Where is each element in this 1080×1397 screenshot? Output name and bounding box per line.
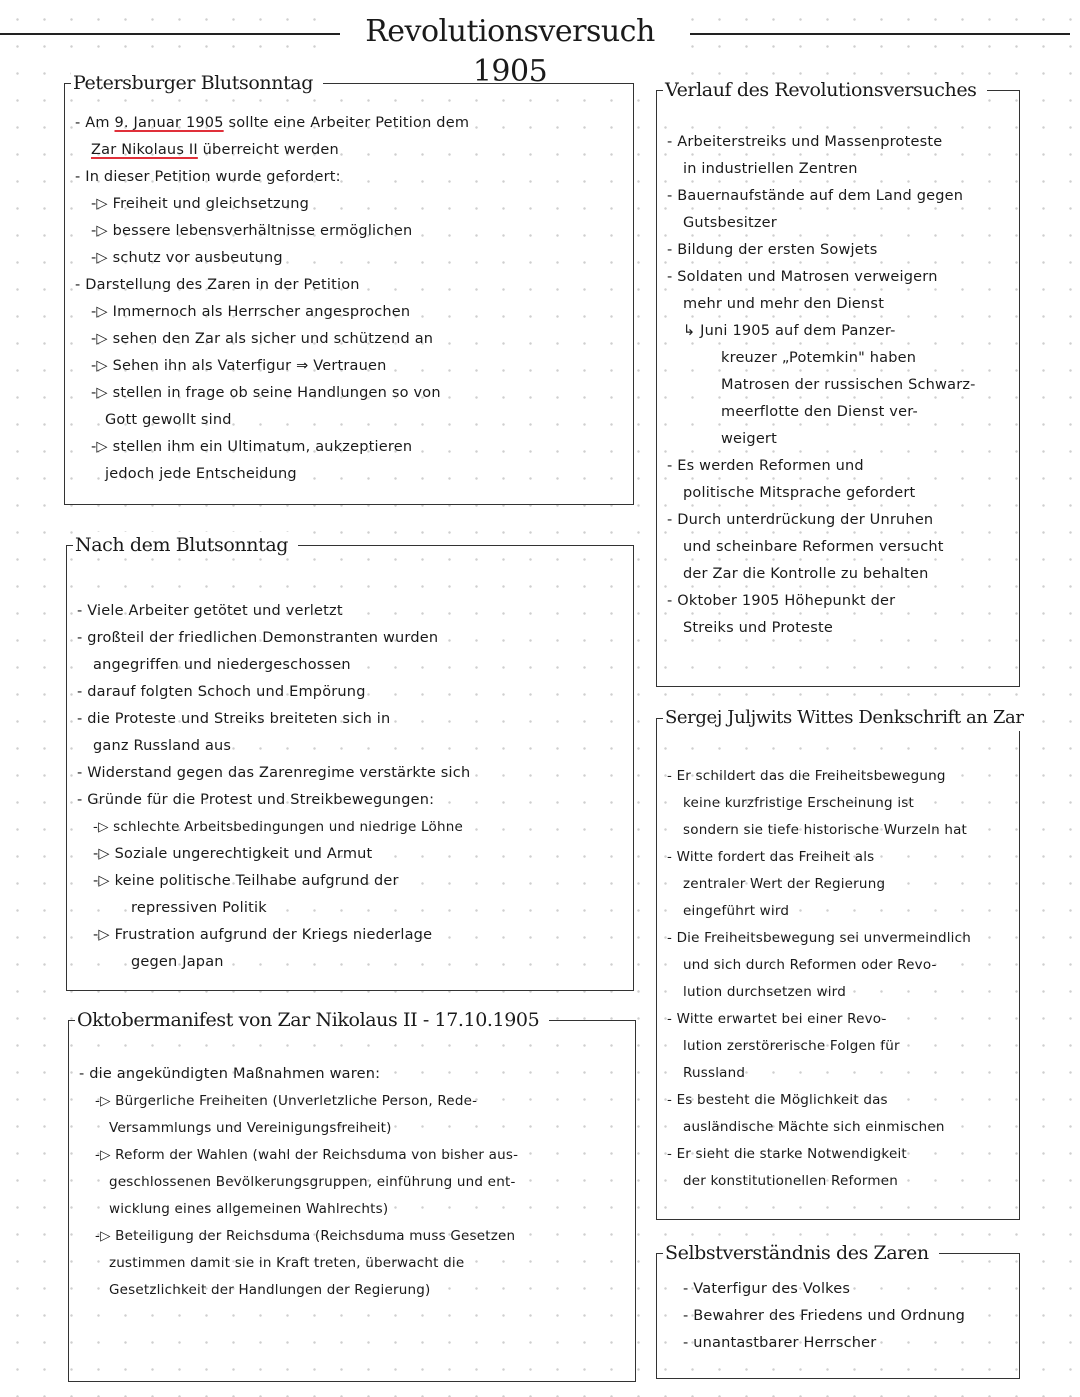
note-line: weigert bbox=[721, 431, 777, 447]
note-lines bbox=[77, 598, 627, 976]
section-selbstverstaendnis bbox=[656, 1242, 1020, 1379]
note-line: - Witte fordert das Freiheit als bbox=[667, 849, 875, 865]
note-line: - Durch unterdrückung der Unruhen bbox=[667, 512, 934, 528]
note-line: -▷ Bürgerliche Freiheiten (Unverletzliche Person, Rede- bbox=[95, 1093, 478, 1109]
note-line: - Vaterfigur des Volkes bbox=[683, 1281, 851, 1297]
note-line: ausländische Mächte sich einmischen bbox=[683, 1119, 945, 1135]
note-line: gegen Japan bbox=[131, 954, 224, 970]
section-heading: Sergej Juljwits Wittes Denkschrift an Zar bbox=[663, 705, 1034, 731]
note-line: - Bewahrer des Friedens und Ordnung bbox=[683, 1308, 966, 1324]
note-line: angegriffen und niedergeschossen bbox=[93, 657, 351, 673]
note-line: lution durchsetzen wird bbox=[683, 984, 846, 1000]
note-lines bbox=[75, 110, 627, 488]
note-line: - Er schildert das die Freiheitsbewegung bbox=[667, 768, 946, 784]
note-line: - Soldaten und Matrosen verweigern bbox=[667, 269, 938, 285]
title-rule-right bbox=[690, 33, 1070, 35]
note-lines bbox=[667, 129, 1013, 642]
note-line: -▷ schutz vor ausbeutung bbox=[91, 250, 283, 266]
note-line: in industriellen Zentren bbox=[683, 161, 858, 177]
note-line: -▷ stellen in frage ob seine Handlungen so von bbox=[91, 385, 441, 401]
note-line: - Die Freiheitsbewegung sei unvermeindlich bbox=[667, 930, 972, 946]
section-heading: Petersburger Blutsonntag bbox=[71, 70, 323, 96]
note-line: lution zerstörerische Folgen für bbox=[683, 1038, 900, 1054]
note-line: - Arbeiterstreiks und Massenproteste bbox=[667, 134, 943, 150]
note-line: - Witte erwartet bei einer Revo- bbox=[667, 1011, 887, 1027]
note-line: sondern sie tiefe historische Wurzeln hat bbox=[683, 822, 968, 838]
note-line: - Er sieht die starke Notwendigkeit bbox=[667, 1146, 907, 1162]
section-heading: Oktobermanifest von Zar Nikolaus II - 17.10.1905 bbox=[75, 1007, 549, 1033]
note-line: geschlossenen Bevölkerungsgruppen, einführung und ent- bbox=[109, 1174, 516, 1190]
note-line: Russland bbox=[683, 1065, 746, 1081]
note-line: - die angekündigten Maßnahmen waren: bbox=[79, 1066, 381, 1082]
note-line: und scheinbare Reformen versucht bbox=[683, 539, 944, 555]
section-oktobermanifest bbox=[68, 1009, 636, 1382]
note-line: Zar Nikolaus II überreicht werden bbox=[91, 142, 339, 158]
note-line: ganz Russland aus bbox=[93, 738, 232, 754]
note-line: Gutsbesitzer bbox=[683, 215, 777, 231]
note-line: mehr und mehr den Dienst bbox=[683, 296, 885, 312]
note-line: - Es besteht die Möglichkeit das bbox=[667, 1092, 888, 1108]
note-line: - die Proteste und Streiks breiteten sich in bbox=[77, 711, 391, 727]
note-line: Streiks und Proteste bbox=[683, 620, 834, 636]
section-heading: Selbstverständnis des Zaren bbox=[663, 1240, 939, 1266]
section-witte-denkschrift bbox=[656, 707, 1024, 1220]
note-line: -▷ sehen den Zar als sicher und schützend an bbox=[91, 331, 434, 347]
note-lines bbox=[667, 1276, 1013, 1357]
note-line: - Viele Arbeiter getötet und verletzt bbox=[77, 603, 343, 619]
note-line: -▷ Sehen ihn als Vaterfigur ⇒ Vertrauen bbox=[91, 358, 387, 374]
note-line: politische Mitsprache gefordert bbox=[683, 485, 916, 501]
note-line: Gott gewollt sind bbox=[105, 412, 232, 428]
note-line: -▷ keine politische Teilhabe aufgrund der bbox=[93, 873, 399, 889]
page-title: Revolutionsversuch 1905 bbox=[340, 12, 680, 92]
note-line: - Gründe für die Protest und Streikbewegungen: bbox=[77, 792, 435, 808]
note-line: -▷ stellen ihm ein Ultimatum, aukzeptieren bbox=[91, 439, 413, 455]
note-line: und sich durch Reformen oder Revo- bbox=[683, 957, 937, 973]
note-line: - Bildung der ersten Sowjets bbox=[667, 242, 878, 258]
note-line: keine kurzfristige Erscheinung ist bbox=[683, 795, 914, 811]
note-line: kreuzer „Potemkin" haben bbox=[721, 350, 917, 366]
note-line: zentraler Wert der Regierung bbox=[683, 876, 886, 892]
title-rule-left bbox=[0, 33, 340, 35]
note-line: -▷ Reform der Wahlen (wahl der Reichsduma von bisher aus- bbox=[95, 1147, 519, 1163]
note-line: Matrosen der russischen Schwarz- bbox=[721, 377, 976, 393]
section-verlauf bbox=[656, 79, 1020, 687]
note-line: - In dieser Petition wurde gefordert: bbox=[75, 169, 341, 185]
note-line: jedoch jede Entscheidung bbox=[105, 466, 297, 482]
note-lines bbox=[79, 1061, 629, 1304]
section-heading: Nach dem Blutsonntag bbox=[73, 532, 298, 558]
section-heading: Verlauf des Revolutionsversuches bbox=[663, 77, 987, 103]
note-line: eingeführt wird bbox=[683, 903, 790, 919]
note-line: - Oktober 1905 Höhepunkt der bbox=[667, 593, 896, 609]
note-line: -▷ Freiheit und gleichsetzung bbox=[91, 196, 309, 212]
note-line: - Es werden Reformen und bbox=[667, 458, 864, 474]
note-line: -▷ schlechte Arbeitsbedingungen und niedrige Löhne bbox=[93, 819, 463, 835]
note-line: ↳ Juni 1905 auf dem Panzer- bbox=[683, 323, 896, 339]
note-line: -▷ Immernoch als Herrscher angesprochen bbox=[91, 304, 411, 320]
note-line: - Darstellung des Zaren in der Petition bbox=[75, 277, 360, 293]
section-nach-dem-blutsonntag bbox=[66, 534, 634, 991]
note-line: - Bauernaufstände auf dem Land gegen bbox=[667, 188, 964, 204]
note-line: -▷ Soziale ungerechtigkeit und Armut bbox=[93, 846, 373, 862]
note-line: -▷ Beteiligung der Reichsduma (Reichsduma muss Gesetzen bbox=[95, 1228, 516, 1244]
note-line: - unantastbarer Herrscher bbox=[683, 1335, 877, 1351]
highlight-date: 9. Januar 1905 bbox=[114, 115, 224, 131]
note-line: -▷ Frustration aufgrund der Kriegs niederlage bbox=[93, 927, 433, 943]
note-lines bbox=[667, 763, 1013, 1195]
note-line: meerflotte den Dienst ver- bbox=[721, 404, 918, 420]
note-line: wicklung eines allgemeinen Wahlrechts) bbox=[109, 1201, 389, 1217]
highlight-zar: Zar Nikolaus II bbox=[91, 142, 198, 158]
note-line: Gesetzlichkeit der Handlungen der Regierung) bbox=[109, 1282, 431, 1298]
note-line: - Widerstand gegen das Zarenregime verstärkte sich bbox=[77, 765, 471, 781]
note-line: -▷ bessere lebensverhältnisse ermöglichen bbox=[91, 223, 413, 239]
section-petersburger-blutsonntag bbox=[64, 72, 634, 505]
note-line: der konstitutionellen Reformen bbox=[683, 1173, 899, 1189]
note-line: - darauf folgten Schoch und Empörung bbox=[77, 684, 366, 700]
note-line: zustimmen damit sie in Kraft treten, überwacht die bbox=[109, 1255, 465, 1271]
note-line: - Am 9. Januar 1905 sollte eine Arbeiter Petition dem bbox=[75, 115, 470, 131]
note-line: repressiven Politik bbox=[131, 900, 267, 916]
note-line: Versammlungs und Vereinigungsfreiheit) bbox=[109, 1120, 392, 1136]
note-line: - großteil der friedlichen Demonstranten wurden bbox=[77, 630, 439, 646]
note-line: der Zar die Kontrolle zu behalten bbox=[683, 566, 929, 582]
